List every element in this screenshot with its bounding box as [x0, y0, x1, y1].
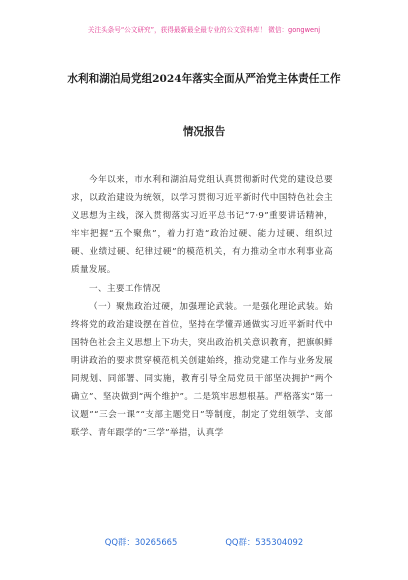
footer-qq-right: QQ群：535304092: [225, 537, 304, 547]
footer-qq-left: QQ群：30265665: [104, 537, 178, 547]
header-banner: 关注头条号“公文研究”，获得最新最全最专业的公文资料库！ 微信：gongwenj: [87, 26, 321, 34]
document-body: [71, 171, 333, 442]
subsection-paragraph: （一）聚焦政治过硬，加强理论武装。一是强化理论武装。始终将党的政治建设摆在首位，坚持在学懂弄通做实习近平新时代中国特色社会主义思想上下功夫，突出政治机关意识教育，把旗帜鲜明讲政治的要求贯穿模范机关创建始终，推动党建工作与业务发展同规划、同部署、同实施，教育引导全局党员干部坚决拥护“两个确立”、坚决做到“两个维护”。二是筑牢思想根基。严格落实“第一议题”“三会一课”“支部主题党日”等制度，制定了党组领学、支部联学、青年跟学的“三学”举措，认真学: [71, 301, 333, 439]
footer-qq-groups: [0, 536, 408, 548]
document-title: 水利和湖泊局党组2024年落实全面从严治党主体责任工作: [67, 73, 341, 85]
intro-paragraph: 今年以来，市水利和湖泊局党组认真贯彻新时代党的建设总要求，以政治建设为统领，以学习贯彻习近平新时代中国特色社会主义思想为主线，深入贯彻落实习近平总书记“7·9”重要讲话精神，牢牢把握“五个聚焦”，着力打造“政治过硬、能力过硬、组织过硬、业绩过硬、纪律过硬”的模范机关，有力推动全市水利事业高质量发展。: [71, 175, 333, 276]
section-heading: 一、主要工作情况: [89, 283, 161, 294]
document-title-continued: 情况报告: [182, 126, 226, 138]
